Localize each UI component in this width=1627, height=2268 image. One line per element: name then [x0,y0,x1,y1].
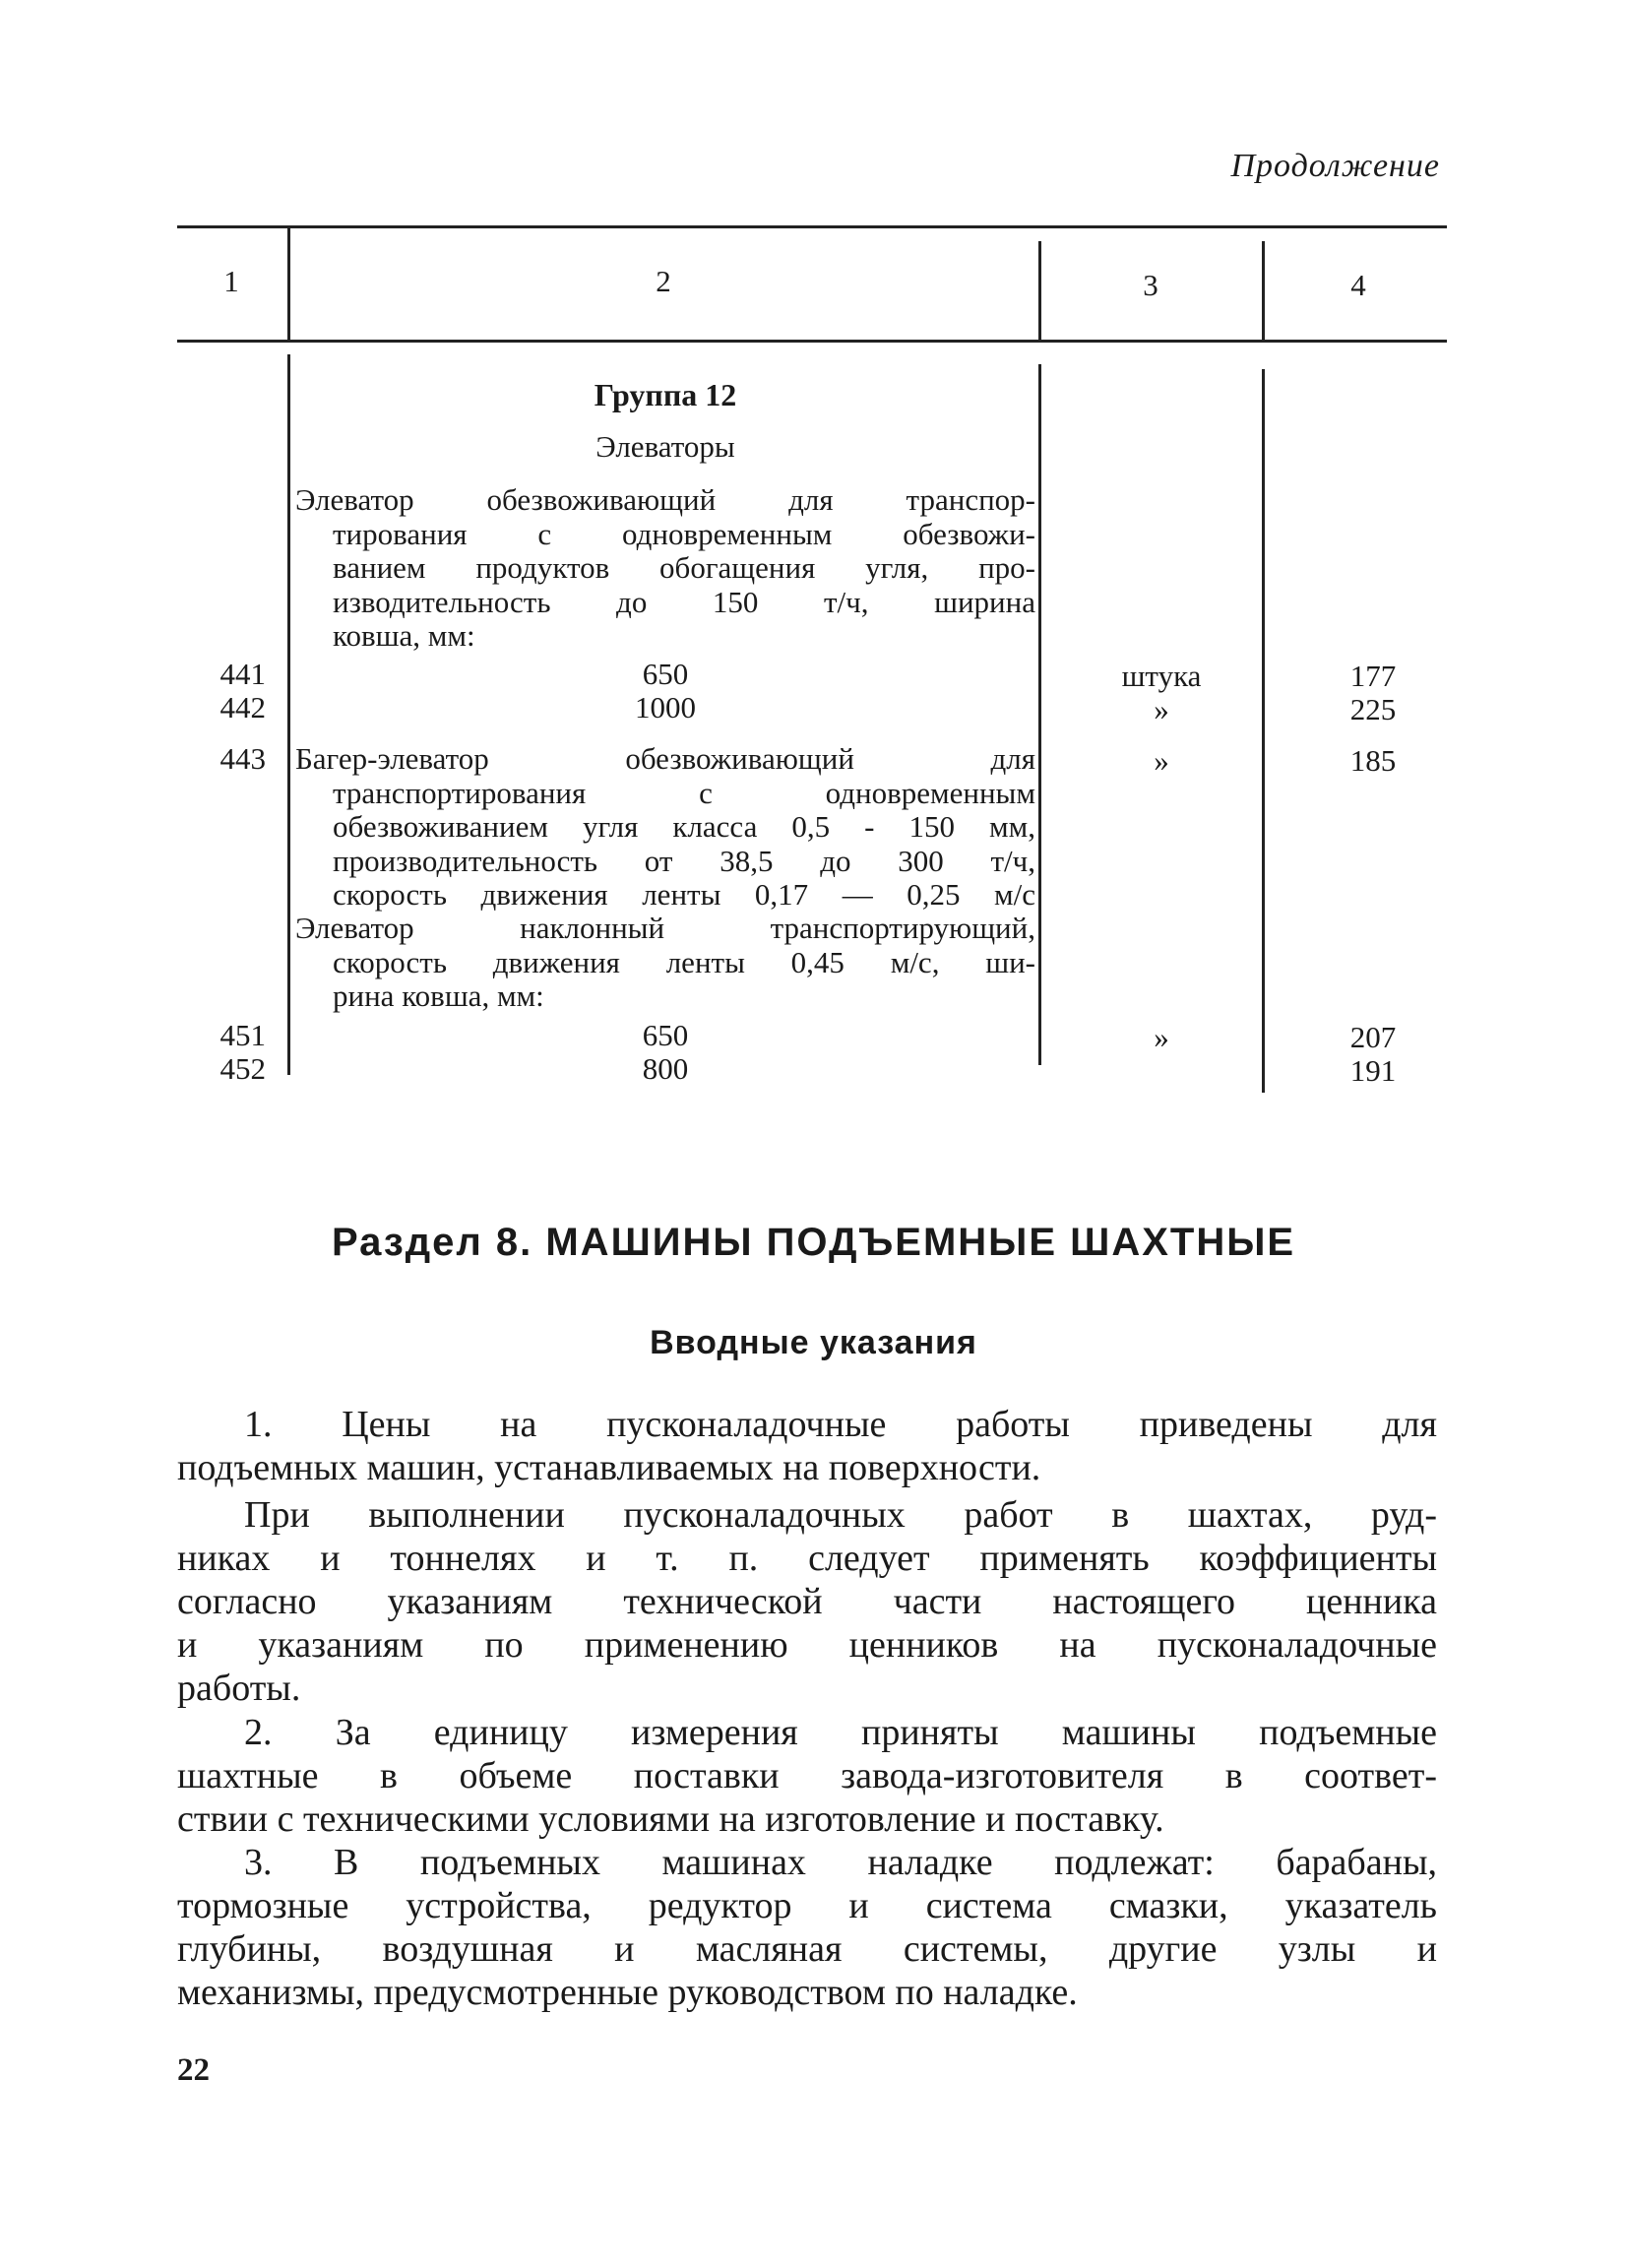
col-divider-3-body [1262,369,1265,1093]
row-code: 443 [219,741,266,776]
row-value: 650 [642,657,689,691]
description-line: Элеватор обезвоживающий для транспор- [295,482,1035,517]
row-code: 451 [219,1018,266,1052]
paragraph [177,1403,1437,1489]
description-line: рина ковша, мм: [333,978,544,1013]
paragraph-line: При выполнении пусконаладочных работ в шахтах, руд- [244,1494,1437,1536]
description-line: изводительность до 150 т/ч, ширина [333,584,1035,619]
paragraph-line: никах и тоннелях и т. п. следует применять коэффициенты [177,1538,1437,1579]
table-header-rule [177,340,1447,343]
row-code: 441 [219,657,266,691]
paragraph-line: тормозные устройства, редуктор и система смазки, указатель [177,1885,1437,1926]
item-description [295,742,1035,913]
paragraph [177,1711,1437,1841]
row-code: 452 [219,1051,266,1086]
paragraph-line: механизмы, предусмотренные руководством по наладке. [177,1972,1078,2013]
paragraph-line: глубины, воздушная и масляная системы, другие узлы и [177,1928,1437,1970]
description-line: Багер-элеватор обезвоживающий для [295,741,1035,776]
paragraph [177,1493,1437,1710]
row-value: 1000 [635,690,696,724]
section-title: Раздел 8. МАШИНЫ ПОДЪЕМНЫЕ ШАХТНЫЕ [331,1221,1296,1264]
row-price: 177 [1349,659,1397,693]
row-price: 207 [1349,1020,1397,1054]
description-line: производительность от 38,5 до 300 т/ч, [333,843,1035,878]
row-price: 185 [1349,743,1397,778]
col-header-2: 2 [656,264,671,298]
col-divider-2-body [1038,364,1041,1065]
paragraph-line: шахтные в объеме поставки завода-изготовителя в соответ- [177,1755,1437,1796]
description-line: тирования с одновременным обезвожи- [333,516,1035,551]
page-number: 22 [177,2052,210,2088]
col-header-4: 4 [1350,268,1366,302]
col-header-3: 3 [1143,268,1158,302]
paragraph-line: работы. [177,1668,301,1709]
group-name: Элеваторы [595,429,735,464]
row-code: 442 [219,690,266,724]
row-price: 225 [1349,692,1397,726]
description-line: обезвоживанием угля класса 0,5 - 150 мм, [333,809,1035,844]
description-line: скорость движения ленты 0,17 — 0,25 м/с [333,877,1035,912]
item-description [295,912,1035,1014]
item-description [295,483,1035,654]
col-divider-1-body [287,354,290,1075]
paragraph-line: и указаниям по применению ценников на пусконаладочные [177,1624,1437,1666]
paragraph-line: подъемных машин, устанавливаемых на поверхности. [177,1447,1041,1488]
paragraph-line: 1. Цены на пусконаладочные работы приведены для [244,1404,1437,1445]
row-unit: штука [1121,659,1202,693]
group-title: Группа 12 [594,377,737,412]
paragraph-line: ствии с техническими условиями на изготовление и поставку. [177,1798,1164,1840]
paragraph-line: 3. В подъемных машинах наладке подлежат: барабаны, [244,1842,1437,1883]
description-line: Элеватор наклонный транспортирующий, [295,911,1035,945]
row-value: 650 [642,1018,689,1052]
description-line: скорость движения ленты 0,45 м/с, ши- [333,944,1035,979]
row-price: 191 [1349,1053,1397,1088]
row-unit: » [1154,692,1169,726]
row-unit: » [1154,1020,1169,1054]
row-unit: » [1154,743,1169,778]
description-line: транспортирования с одновременным [333,775,1035,810]
table-top-rule [177,225,1447,228]
paragraph [177,1841,1437,2014]
col-header-1: 1 [223,264,239,298]
row-value: 800 [642,1051,689,1086]
description-line: ковша, мм: [333,618,475,653]
paragraph-line: согласно указаниям технической части настоящего ценника [177,1581,1437,1622]
section-subtitle: Вводные указания [650,1324,977,1361]
continuation-label: Продолжение [1230,148,1440,184]
paragraph-line: 2. За единицу измерения приняты машины подъемные [244,1712,1437,1753]
description-line: ванием продуктов обогащения угля, про- [333,550,1035,585]
